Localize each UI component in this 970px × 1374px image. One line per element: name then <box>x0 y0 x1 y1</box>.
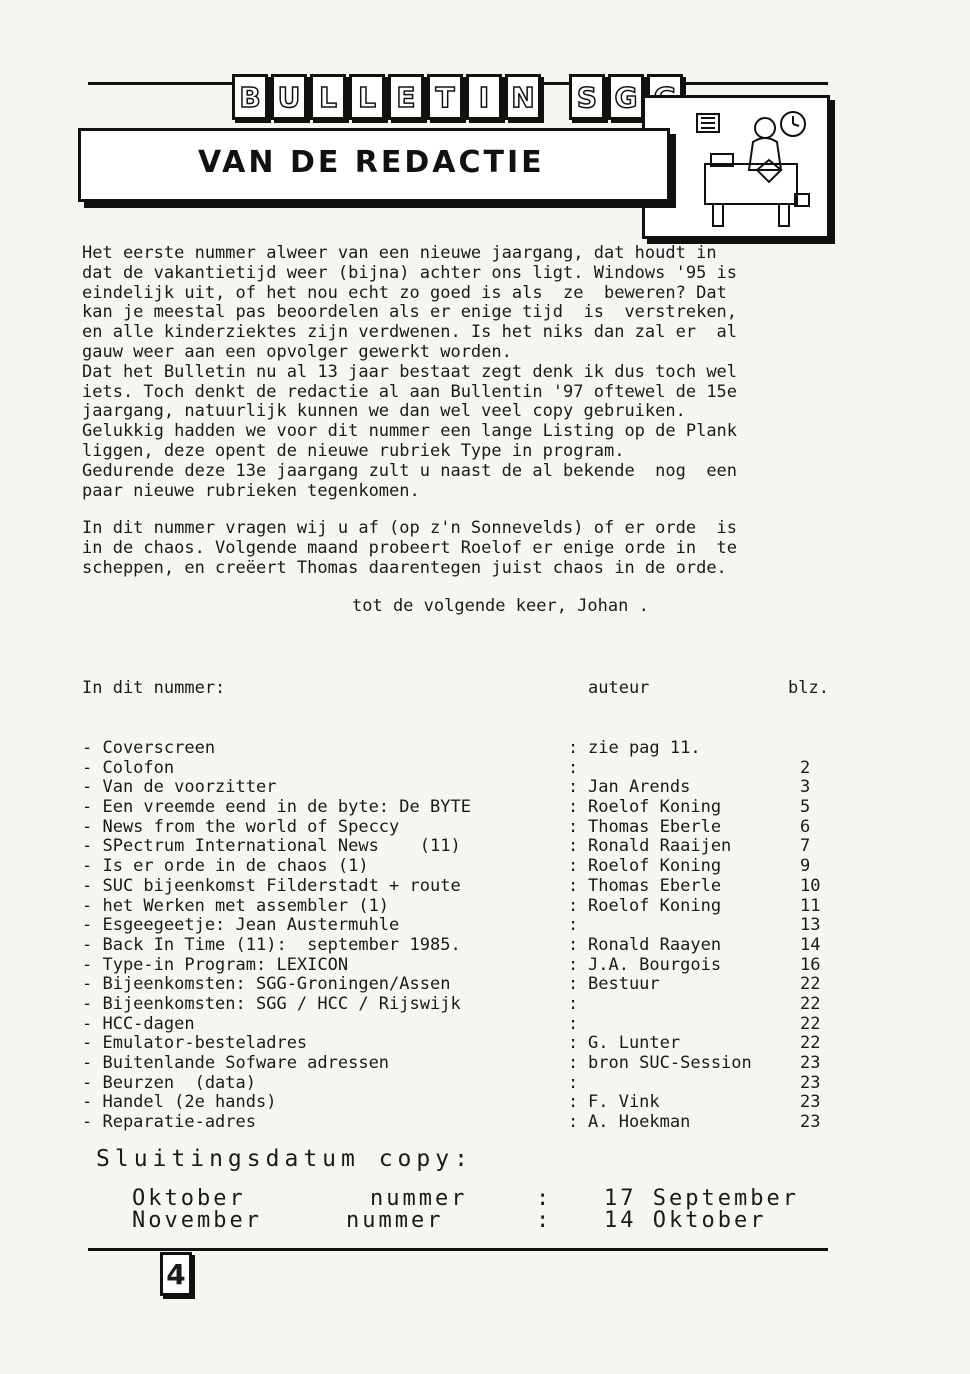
title-letter: I <box>466 74 502 120</box>
toc-colon: : <box>568 1072 579 1093</box>
toc-author: Ronald Raaijen <box>588 836 732 857</box>
toc-page: 3 <box>800 777 811 798</box>
toc-author: Thomas Eberle <box>588 816 722 837</box>
intro-paragraph: Het eerste nummer alweer van een nieuwe jaargang, dat houdt in dat de vakantietijd weer (bijna) achter ons ligt. Windows '95 is eindelijk uit, of het nou echt zo goed is als ze beweren? Dat kan je meestal pas beoordelen als er enige tijd is verstreken, en alle kinderziektes zijn verdwenen. Is het niks dan zal er al gauw weer aan een opvolger gewerkt worden. Dat het Bulletin nu al 13 jaar bestaat zegt denk ik dus toch wel iets. Toch denkt de redactie al aan Bullentin '97 oftewel de 15e jaargang, natuurlijk kunnen we dan wel veel copy gebruiken. Gelukkig hadden we voor dit nummer een lange Listing op de Plank liggen, deze opent de nieuwe rubriek Type in program. Gedurende deze 13e jaargang zult u naast de al bekende nog een paar nieuwe rubrieken tegenkomen. <box>82 243 738 501</box>
toc-row <box>82 1014 842 1034</box>
toc-author-heading: auteur <box>588 678 650 698</box>
toc-page: 22 <box>800 1013 821 1034</box>
toc-colon: : <box>568 875 579 896</box>
title-letter: L <box>349 74 385 120</box>
toc-title: - Is er orde in de chaos (1) <box>82 856 369 877</box>
toc-row <box>82 896 842 916</box>
toc-row <box>82 1112 842 1132</box>
toc-page: 2 <box>800 757 811 778</box>
toc-colon: : <box>568 738 579 758</box>
toc-page: 22 <box>800 1033 821 1054</box>
toc-page: 7 <box>800 836 811 857</box>
toc-colon: : <box>568 856 579 877</box>
toc-colon: : <box>568 1092 579 1113</box>
toc-author: Roelof Koning <box>588 797 722 818</box>
toc-page: 22 <box>800 993 821 1014</box>
toc-page: 16 <box>800 954 821 975</box>
section-title: VAN DE REDACTIE <box>198 145 545 180</box>
toc-title: - Bijeenkomsten: SGG-Groningen/Assen <box>82 974 451 995</box>
toc-page: 23 <box>800 1053 821 1073</box>
toc-colon: : <box>568 1013 579 1034</box>
toc-title: - News from the world of Speccy <box>82 816 400 837</box>
toc-colon: : <box>568 797 579 818</box>
editor-desk-illustration <box>642 95 830 239</box>
toc-title: - Handel (2e hands) <box>82 1092 277 1113</box>
toc-row <box>82 797 842 817</box>
toc-title: - SUC bijeenkomst Filderstadt + route <box>82 875 461 896</box>
title-letter: G <box>608 74 644 120</box>
toc-row <box>82 1053 842 1073</box>
toc-colon: : <box>568 836 579 857</box>
toc-colon: : <box>568 777 579 798</box>
page-number: 4 <box>160 1252 192 1296</box>
deadline-heading: Sluitingsdatum copy: <box>96 1146 473 1172</box>
toc-title: - SPectrum International News (11) <box>82 836 461 857</box>
toc-row <box>82 994 842 1014</box>
toc-title: - Reparatie-adres <box>82 1112 256 1133</box>
toc-author: Thomas Eberle <box>588 875 722 896</box>
toc-row <box>82 876 842 896</box>
title-letter: E <box>388 74 424 120</box>
toc-author: Bestuur <box>588 974 660 995</box>
toc-list <box>82 738 842 1132</box>
deadline-sep: : <box>536 1186 553 1211</box>
toc-title: - Colofon <box>82 757 175 778</box>
toc-title: - Buitenlande Sofware adressen <box>82 1053 390 1073</box>
toc-page-heading: blz. <box>788 678 829 698</box>
toc-row <box>82 1033 842 1053</box>
toc-row <box>82 738 842 758</box>
title-letter: S <box>569 74 605 120</box>
deadline-word: nummer <box>346 1208 444 1233</box>
toc-page: 13 <box>800 915 821 936</box>
toc-row <box>82 758 842 778</box>
toc-row <box>82 974 842 994</box>
toc-page: 6 <box>800 816 811 837</box>
toc-colon: : <box>568 895 579 916</box>
toc-colon: : <box>568 974 579 995</box>
toc-row <box>82 777 842 797</box>
deadline-word: nummer <box>370 1186 468 1211</box>
deadline-month: November <box>132 1208 262 1233</box>
toc-author: F. Vink <box>588 1092 660 1113</box>
toc-author: J.A. Bourgois <box>588 954 722 975</box>
toc-colon: : <box>568 1053 579 1073</box>
bulletin-title <box>232 74 683 120</box>
toc-row <box>82 817 842 837</box>
toc-page: 22 <box>800 974 821 995</box>
toc-page: 23 <box>800 1092 821 1113</box>
toc-colon: : <box>568 915 579 936</box>
toc-author: Ronald Raayen <box>588 934 722 955</box>
toc-row <box>82 856 842 876</box>
deadline-date: 17 September <box>604 1186 799 1211</box>
toc-page: 5 <box>800 797 811 818</box>
toc-colon: : <box>568 1033 579 1054</box>
footer-rule <box>88 1248 828 1251</box>
toc-page: 9 <box>800 856 811 877</box>
toc-author: zie pag 11. <box>588 738 701 758</box>
toc-author: G. Lunter <box>588 1033 681 1054</box>
toc-page: 10 <box>800 875 821 896</box>
toc-author: Roelof Koning <box>588 895 722 916</box>
toc-title: - Coverscreen <box>82 738 216 758</box>
toc-title: - Van de voorzitter <box>82 777 277 798</box>
toc-author: A. Hoekman <box>588 1112 691 1133</box>
toc-colon: : <box>568 993 579 1014</box>
intro-paragraph-2: In dit nummer vragen wij u af (op z'n Sonnevelds) of er orde is in de chaos. Volgende maand probeert Roelof er enige orde in te scheppen, en creëert Thomas daarentegen juist chaos in de orde. <box>82 518 738 578</box>
toc-title: - Beurzen (data) <box>82 1072 256 1093</box>
toc-row <box>82 915 842 935</box>
signoff: tot de volgende keer, Johan . <box>352 596 649 616</box>
deadline-sep: : <box>536 1208 553 1233</box>
toc-title: - Bijeenkomsten: SGG / HCC / Rijswijk <box>82 993 461 1014</box>
toc-title: - Emulator-besteladres <box>82 1033 308 1054</box>
toc-row <box>82 1092 842 1112</box>
editor-desk-icon <box>645 98 827 236</box>
toc-title: - Type-in Program: LEXICON <box>82 954 349 975</box>
toc-author: bron SUC-Session <box>588 1053 752 1073</box>
title-letter: U <box>271 74 307 120</box>
title-letter: L <box>310 74 346 120</box>
toc-heading: In dit nummer: <box>82 678 226 698</box>
deadline-month: Oktober <box>132 1186 246 1211</box>
toc-colon: : <box>568 757 579 778</box>
toc-title: - Back In Time (11): september 1985. <box>82 934 461 955</box>
toc-author: Roelof Koning <box>588 856 722 877</box>
toc-row <box>82 836 842 856</box>
toc-colon: : <box>568 934 579 955</box>
toc-colon: : <box>568 816 579 837</box>
title-letter: T <box>427 74 463 120</box>
toc-page: 11 <box>800 895 821 916</box>
toc-page: 23 <box>800 1072 821 1093</box>
toc-title: - Een vreemde eend in de byte: De BYTE <box>82 797 471 818</box>
deadline-date: 14 Oktober <box>604 1208 767 1233</box>
title-letter: B <box>232 74 268 120</box>
toc-title: - Esgeegeetje: Jean Austermuhle <box>82 915 400 936</box>
toc-title: - HCC-dagen <box>82 1013 195 1034</box>
toc-row <box>82 955 842 975</box>
toc-author: Jan Arends <box>588 777 691 798</box>
title-letter: N <box>505 74 541 120</box>
toc-title: - het Werken met assembler (1) <box>82 895 390 916</box>
toc-page: 23 <box>800 1112 821 1133</box>
toc-row <box>82 1073 842 1093</box>
toc-colon: : <box>568 954 579 975</box>
toc-page: 14 <box>800 934 821 955</box>
toc-colon: : <box>568 1112 579 1133</box>
toc-row <box>82 935 842 955</box>
